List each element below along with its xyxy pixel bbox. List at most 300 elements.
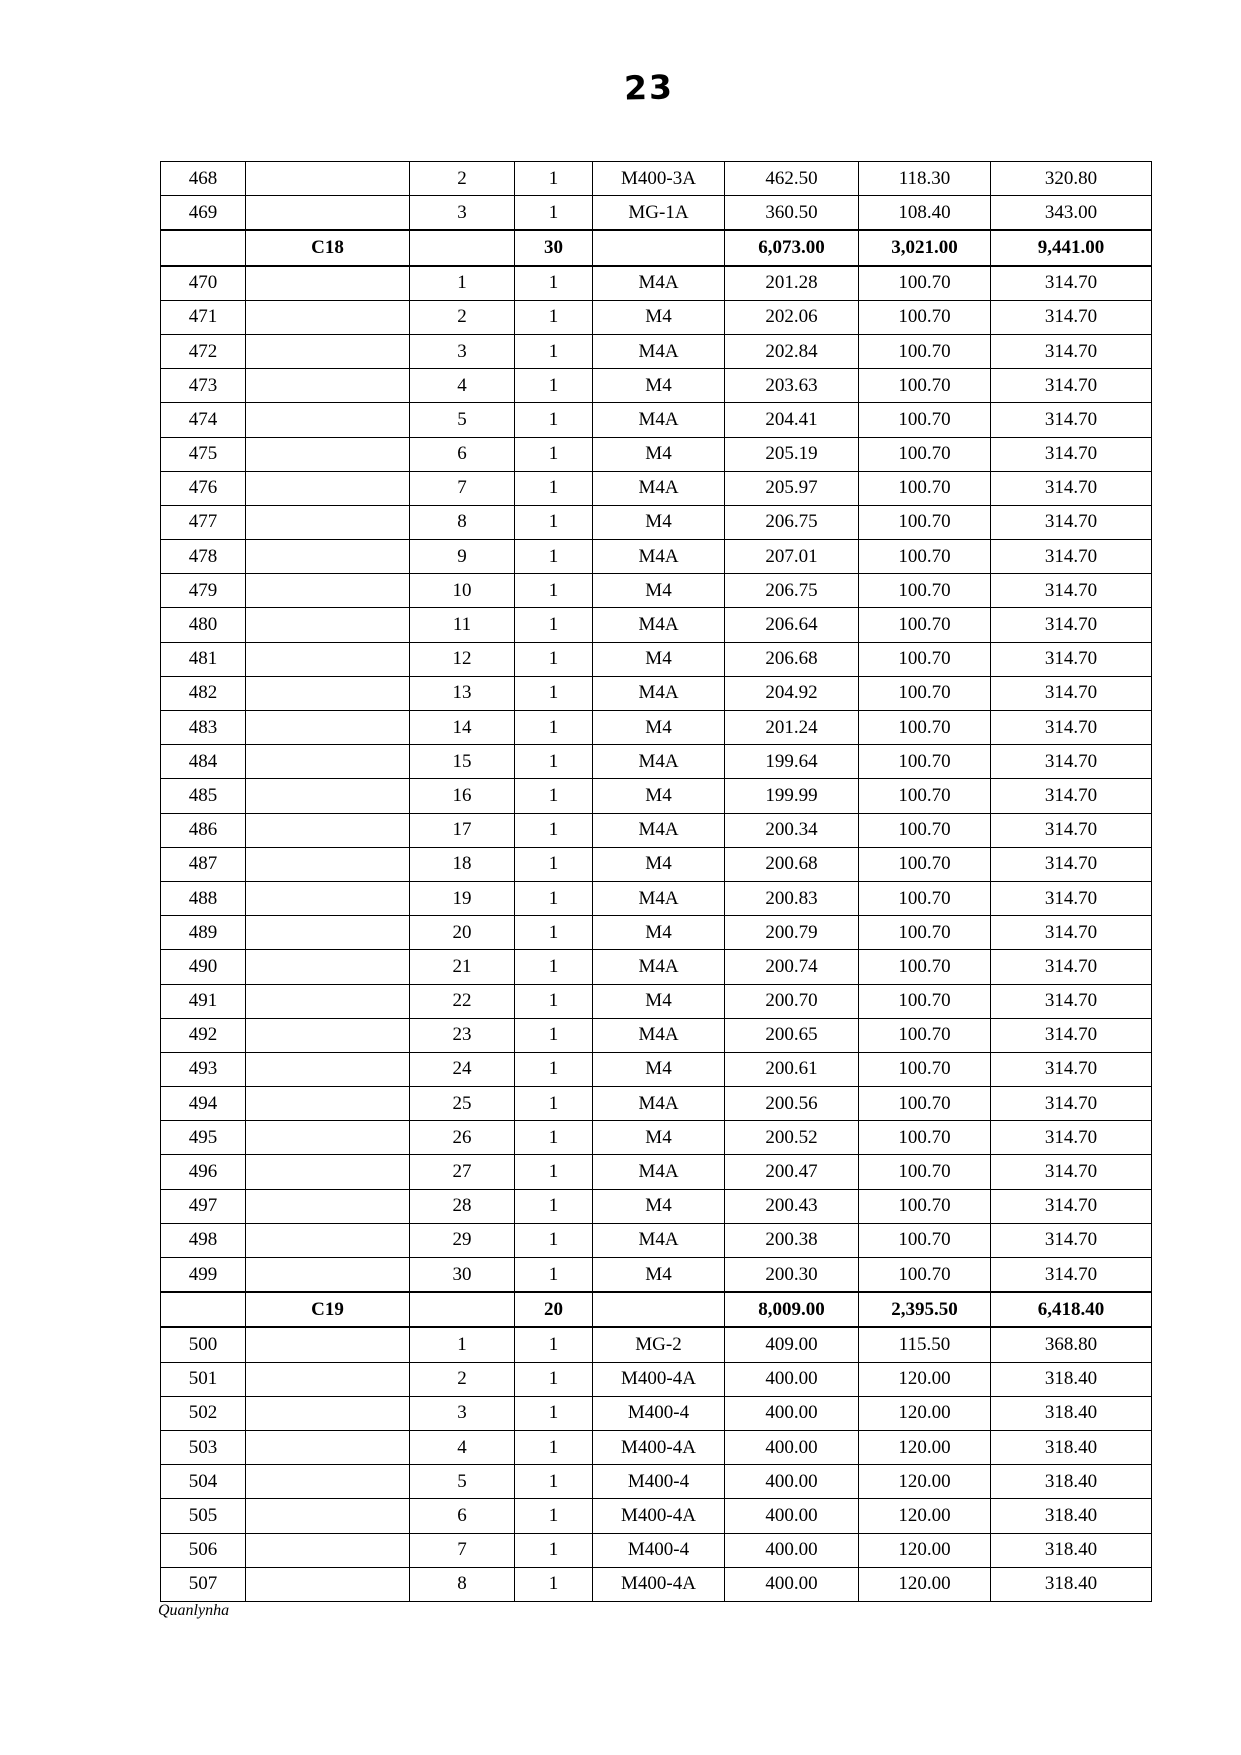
cell-model: M4: [593, 711, 725, 745]
cell-qty: 1: [515, 1499, 593, 1533]
cell-id: 472: [161, 334, 246, 368]
table-row: [161, 1499, 1152, 1533]
cell-model: M4A: [593, 540, 725, 574]
cell-seq: 7: [410, 1533, 515, 1567]
cell-num1: 400.00: [725, 1499, 859, 1533]
cell-num1: 202.06: [725, 300, 859, 334]
table-row: [161, 642, 1152, 676]
cell-num3: 314.70: [991, 369, 1152, 403]
cell-seq: [410, 1292, 515, 1327]
cell-model: M4A: [593, 403, 725, 437]
table-row: [161, 676, 1152, 710]
cell-model: M4A: [593, 608, 725, 642]
cell-id: 507: [161, 1567, 246, 1601]
cell-seq: 20: [410, 916, 515, 950]
cell-seq: 28: [410, 1189, 515, 1223]
cell-id: 479: [161, 574, 246, 608]
cell-model: M4: [593, 437, 725, 471]
cell-group: [246, 1465, 410, 1499]
cell-num2: 100.70: [859, 471, 991, 505]
cell-seq: 27: [410, 1155, 515, 1189]
cell-num3: 318.40: [991, 1533, 1152, 1567]
cell-num1: 200.65: [725, 1018, 859, 1052]
table-row: [161, 711, 1152, 745]
cell-num1: 206.68: [725, 642, 859, 676]
cell-id: 500: [161, 1327, 246, 1362]
cell-group: [246, 711, 410, 745]
cell-qty: 1: [515, 711, 593, 745]
cell-qty: 1: [515, 334, 593, 368]
cell-qty: 1: [515, 745, 593, 779]
cell-qty: 1: [515, 1189, 593, 1223]
cell-model: M400-4A: [593, 1499, 725, 1533]
cell-id: 475: [161, 437, 246, 471]
cell-num3: 314.70: [991, 471, 1152, 505]
cell-qty: 1: [515, 540, 593, 574]
cell-seq: 3: [410, 1396, 515, 1430]
cell-model: M4A: [593, 745, 725, 779]
cell-id: 502: [161, 1396, 246, 1430]
table-row: [161, 813, 1152, 847]
cell-qty: 1: [515, 162, 593, 196]
cell-seq: 2: [410, 300, 515, 334]
cell-num3: 314.70: [991, 1052, 1152, 1086]
cell-qty: 1: [515, 1223, 593, 1257]
cell-model: M4: [593, 369, 725, 403]
cell-seq: 23: [410, 1018, 515, 1052]
cell-model: M400-3A: [593, 162, 725, 196]
cell-id: 485: [161, 779, 246, 813]
cell-model: M4A: [593, 1018, 725, 1052]
cell-seq: 4: [410, 369, 515, 403]
cell-num3: 314.70: [991, 574, 1152, 608]
cell-id: 470: [161, 266, 246, 301]
cell-qty: 1: [515, 1396, 593, 1430]
cell-seq: 13: [410, 676, 515, 710]
cell-num3: 314.70: [991, 745, 1152, 779]
cell-seq: 3: [410, 196, 515, 231]
table-row: [161, 1567, 1152, 1601]
table-row: [161, 1223, 1152, 1257]
cell-num1: 204.92: [725, 676, 859, 710]
cell-seq: 2: [410, 1362, 515, 1396]
table-row: [161, 334, 1152, 368]
cell-model: M400-4A: [593, 1430, 725, 1464]
cell-num2: 100.70: [859, 1018, 991, 1052]
cell-id: 503: [161, 1430, 246, 1464]
cell-num3: 314.70: [991, 540, 1152, 574]
cell-num1: 203.63: [725, 369, 859, 403]
cell-num1: 409.00: [725, 1327, 859, 1362]
table-row: [161, 540, 1152, 574]
cell-seq: 11: [410, 608, 515, 642]
cell-num3: 314.70: [991, 1018, 1152, 1052]
cell-num1: 200.47: [725, 1155, 859, 1189]
cell-group: [246, 1223, 410, 1257]
cell-qty: 1: [515, 403, 593, 437]
cell-num1: 200.83: [725, 881, 859, 915]
cell-group: [246, 813, 410, 847]
cell-group: [246, 196, 410, 231]
cell-group: C19: [246, 1292, 410, 1327]
cell-id: 474: [161, 403, 246, 437]
cell-num3: 314.70: [991, 437, 1152, 471]
cell-model: M4: [593, 300, 725, 334]
cell-seq: 8: [410, 1567, 515, 1601]
cell-seq: 3: [410, 334, 515, 368]
cell-num2: 100.70: [859, 676, 991, 710]
cell-id: 483: [161, 711, 246, 745]
cell-id: 469: [161, 196, 246, 231]
cell-num2: 120.00: [859, 1430, 991, 1464]
cell-num2: 100.70: [859, 300, 991, 334]
cell-qty: 1: [515, 1533, 593, 1567]
cell-num1: 201.24: [725, 711, 859, 745]
table-row: [161, 745, 1152, 779]
cell-num1: 200.68: [725, 847, 859, 881]
cell-num1: 400.00: [725, 1567, 859, 1601]
cell-seq: 6: [410, 1499, 515, 1533]
cell-qty: 1: [515, 881, 593, 915]
cell-model: M4A: [593, 1223, 725, 1257]
cell-qty: 1: [515, 369, 593, 403]
cell-num3: 314.70: [991, 813, 1152, 847]
cell-num1: 200.56: [725, 1087, 859, 1121]
table-row: [161, 1465, 1152, 1499]
cell-model: M4A: [593, 471, 725, 505]
cell-group: [246, 540, 410, 574]
cell-num2: 100.70: [859, 1258, 991, 1293]
cell-id: 482: [161, 676, 246, 710]
cell-model: M4A: [593, 266, 725, 301]
cell-seq: 6: [410, 437, 515, 471]
cell-num3: 318.40: [991, 1567, 1152, 1601]
cell-model: M400-4: [593, 1465, 725, 1499]
cell-seq: 9: [410, 540, 515, 574]
table-row: [161, 1258, 1152, 1293]
cell-num1: 200.74: [725, 950, 859, 984]
cell-seq: 12: [410, 642, 515, 676]
cell-num2: 100.70: [859, 984, 991, 1018]
cell-id: 504: [161, 1465, 246, 1499]
cell-num2: 2,395.50: [859, 1292, 991, 1327]
cell-id: 484: [161, 745, 246, 779]
table-row: [161, 1396, 1152, 1430]
cell-id: 501: [161, 1362, 246, 1396]
cell-group: [246, 437, 410, 471]
cell-id: 496: [161, 1155, 246, 1189]
cell-seq: 25: [410, 1087, 515, 1121]
cell-group: [246, 608, 410, 642]
cell-qty: 30: [515, 230, 593, 265]
cell-id: 491: [161, 984, 246, 1018]
cell-qty: 1: [515, 779, 593, 813]
cell-group: [246, 471, 410, 505]
cell-num2: 100.70: [859, 642, 991, 676]
cell-num2: 100.70: [859, 608, 991, 642]
cell-id: 477: [161, 505, 246, 539]
table-row: [161, 1327, 1152, 1362]
table-row: [161, 471, 1152, 505]
cell-group: [246, 847, 410, 881]
cell-qty: 1: [515, 1362, 593, 1396]
cell-num1: 200.34: [725, 813, 859, 847]
cell-id: [161, 230, 246, 265]
cell-group: [246, 1327, 410, 1362]
table-row: [161, 847, 1152, 881]
cell-seq: 1: [410, 1327, 515, 1362]
cell-group: [246, 1258, 410, 1293]
cell-qty: 1: [515, 608, 593, 642]
table-row: [161, 1087, 1152, 1121]
cell-num1: 400.00: [725, 1465, 859, 1499]
cell-id: 487: [161, 847, 246, 881]
cell-num3: 320.80: [991, 162, 1152, 196]
cell-num2: 120.00: [859, 1499, 991, 1533]
cell-num2: 100.70: [859, 813, 991, 847]
cell-model: M4A: [593, 676, 725, 710]
cell-group: [246, 1362, 410, 1396]
cell-num3: 314.70: [991, 950, 1152, 984]
table-row: [161, 1018, 1152, 1052]
cell-num2: 100.70: [859, 1223, 991, 1257]
cell-num1: 360.50: [725, 196, 859, 231]
cell-id: 478: [161, 540, 246, 574]
cell-qty: 1: [515, 300, 593, 334]
cell-seq: 1: [410, 266, 515, 301]
cell-model: M4A: [593, 881, 725, 915]
cell-seq: 5: [410, 403, 515, 437]
cell-model: M4: [593, 574, 725, 608]
cell-id: 492: [161, 1018, 246, 1052]
cell-qty: 1: [515, 574, 593, 608]
table-row: [161, 916, 1152, 950]
table-row: [161, 1362, 1152, 1396]
cell-id: 471: [161, 300, 246, 334]
cell-qty: 1: [515, 196, 593, 231]
cell-model: M400-4: [593, 1533, 725, 1567]
cell-qty: 1: [515, 1155, 593, 1189]
table-row: [161, 403, 1152, 437]
cell-num1: 200.43: [725, 1189, 859, 1223]
cell-group: [246, 1499, 410, 1533]
cell-qty: 1: [515, 1327, 593, 1362]
cell-id: 505: [161, 1499, 246, 1533]
cell-num2: 100.70: [859, 266, 991, 301]
cell-model: M4: [593, 505, 725, 539]
cell-group: [246, 266, 410, 301]
cell-group: [246, 300, 410, 334]
cell-num1: 200.79: [725, 916, 859, 950]
cell-num3: 314.70: [991, 300, 1152, 334]
cell-qty: 1: [515, 1567, 593, 1601]
cell-qty: 1: [515, 642, 593, 676]
table-row: [161, 1430, 1152, 1464]
cell-seq: 17: [410, 813, 515, 847]
table-row: [161, 984, 1152, 1018]
cell-num2: 100.70: [859, 1189, 991, 1223]
cell-group: [246, 676, 410, 710]
cell-model: M4: [593, 1052, 725, 1086]
cell-group: [246, 1052, 410, 1086]
table-row: [161, 779, 1152, 813]
cell-seq: [410, 230, 515, 265]
cell-num1: 6,073.00: [725, 230, 859, 265]
cell-seq: 2: [410, 162, 515, 196]
cell-id: 473: [161, 369, 246, 403]
table-body: [161, 162, 1152, 1602]
cell-id: 488: [161, 881, 246, 915]
cell-group: [246, 1533, 410, 1567]
cell-qty: 1: [515, 1258, 593, 1293]
cell-num2: 100.70: [859, 437, 991, 471]
cell-num2: 115.50: [859, 1327, 991, 1362]
cell-id: 506: [161, 1533, 246, 1567]
cell-num1: 205.19: [725, 437, 859, 471]
cell-num3: 6,418.40: [991, 1292, 1152, 1327]
table-row: [161, 162, 1152, 196]
cell-model: M400-4: [593, 1396, 725, 1430]
cell-group: [246, 1087, 410, 1121]
cell-num1: 400.00: [725, 1430, 859, 1464]
cell-id: [161, 1292, 246, 1327]
cell-qty: 1: [515, 847, 593, 881]
cell-model: M400-4A: [593, 1362, 725, 1396]
cell-qty: 1: [515, 471, 593, 505]
cell-num1: 206.64: [725, 608, 859, 642]
cell-qty: 1: [515, 1465, 593, 1499]
cell-id: 493: [161, 1052, 246, 1086]
cell-model: M4: [593, 642, 725, 676]
table-row: [161, 1533, 1152, 1567]
cell-num2: 100.70: [859, 779, 991, 813]
cell-id: 480: [161, 608, 246, 642]
cell-group: [246, 1121, 410, 1155]
cell-qty: 1: [515, 1018, 593, 1052]
cell-group: [246, 745, 410, 779]
cell-group: [246, 916, 410, 950]
cell-num3: 314.70: [991, 676, 1152, 710]
cell-seq: 18: [410, 847, 515, 881]
cell-num3: 314.70: [991, 1258, 1152, 1293]
cell-num2: 100.70: [859, 505, 991, 539]
cell-num1: 400.00: [725, 1533, 859, 1567]
cell-num2: 120.00: [859, 1465, 991, 1499]
cell-num3: 314.70: [991, 642, 1152, 676]
cell-model: M4: [593, 1258, 725, 1293]
table-row: [161, 437, 1152, 471]
table-row: [161, 608, 1152, 642]
cell-num2: 100.70: [859, 369, 991, 403]
cell-num2: 108.40: [859, 196, 991, 231]
cell-num2: 120.00: [859, 1567, 991, 1601]
cell-model: [593, 1292, 725, 1327]
cell-qty: 1: [515, 266, 593, 301]
cell-seq: 30: [410, 1258, 515, 1293]
cell-group: [246, 881, 410, 915]
cell-seq: 24: [410, 1052, 515, 1086]
cell-seq: 5: [410, 1465, 515, 1499]
cell-num2: 120.00: [859, 1396, 991, 1430]
cell-num1: 462.50: [725, 162, 859, 196]
cell-model: MG-2: [593, 1327, 725, 1362]
cell-group: [246, 162, 410, 196]
table-row: [161, 574, 1152, 608]
cell-num2: 118.30: [859, 162, 991, 196]
cell-num3: 314.70: [991, 779, 1152, 813]
cell-group: C18: [246, 230, 410, 265]
cell-model: M4A: [593, 1087, 725, 1121]
cell-num2: 100.70: [859, 950, 991, 984]
cell-num1: 200.52: [725, 1121, 859, 1155]
group-total-row: [161, 1292, 1152, 1327]
cell-id: 497: [161, 1189, 246, 1223]
cell-qty: 1: [515, 813, 593, 847]
cell-num2: 100.70: [859, 916, 991, 950]
cell-num3: 318.40: [991, 1362, 1152, 1396]
cell-num1: 201.28: [725, 266, 859, 301]
cell-id: 476: [161, 471, 246, 505]
cell-seq: 8: [410, 505, 515, 539]
cell-num3: 318.40: [991, 1499, 1152, 1533]
cell-num3: 314.70: [991, 608, 1152, 642]
cell-seq: 22: [410, 984, 515, 1018]
cell-num1: 400.00: [725, 1396, 859, 1430]
cell-model: M4: [593, 984, 725, 1018]
cell-num1: 8,009.00: [725, 1292, 859, 1327]
cell-num3: 314.70: [991, 1189, 1152, 1223]
cell-id: 495: [161, 1121, 246, 1155]
cell-qty: 1: [515, 505, 593, 539]
cell-seq: 15: [410, 745, 515, 779]
cell-num1: 205.97: [725, 471, 859, 505]
cell-group: [246, 403, 410, 437]
cell-num1: 200.70: [725, 984, 859, 1018]
table-row: [161, 1052, 1152, 1086]
cell-group: [246, 1567, 410, 1601]
cell-num2: 100.70: [859, 711, 991, 745]
cell-qty: 1: [515, 984, 593, 1018]
cell-qty: 1: [515, 1430, 593, 1464]
cell-num2: 100.70: [859, 881, 991, 915]
cell-model: M4A: [593, 334, 725, 368]
cell-group: [246, 334, 410, 368]
cell-id: 490: [161, 950, 246, 984]
page-number: 23: [623, 67, 675, 108]
cell-model: M4: [593, 779, 725, 813]
cell-num2: 100.70: [859, 1155, 991, 1189]
cell-model: M4A: [593, 813, 725, 847]
cell-num3: 314.70: [991, 334, 1152, 368]
cell-num3: 368.80: [991, 1327, 1152, 1362]
cell-num3: 314.70: [991, 505, 1152, 539]
cell-seq: 16: [410, 779, 515, 813]
data-table: [160, 161, 1152, 1602]
cell-num3: 314.70: [991, 403, 1152, 437]
cell-num2: 3,021.00: [859, 230, 991, 265]
cell-id: 494: [161, 1087, 246, 1121]
table-row: [161, 505, 1152, 539]
cell-qty: 1: [515, 676, 593, 710]
cell-num1: 206.75: [725, 505, 859, 539]
cell-model: M400-4A: [593, 1567, 725, 1601]
cell-model: M4: [593, 916, 725, 950]
cell-num3: 314.70: [991, 916, 1152, 950]
cell-model: M4: [593, 1189, 725, 1223]
cell-group: [246, 984, 410, 1018]
cell-num3: 314.70: [991, 1155, 1152, 1189]
cell-num3: 318.40: [991, 1465, 1152, 1499]
